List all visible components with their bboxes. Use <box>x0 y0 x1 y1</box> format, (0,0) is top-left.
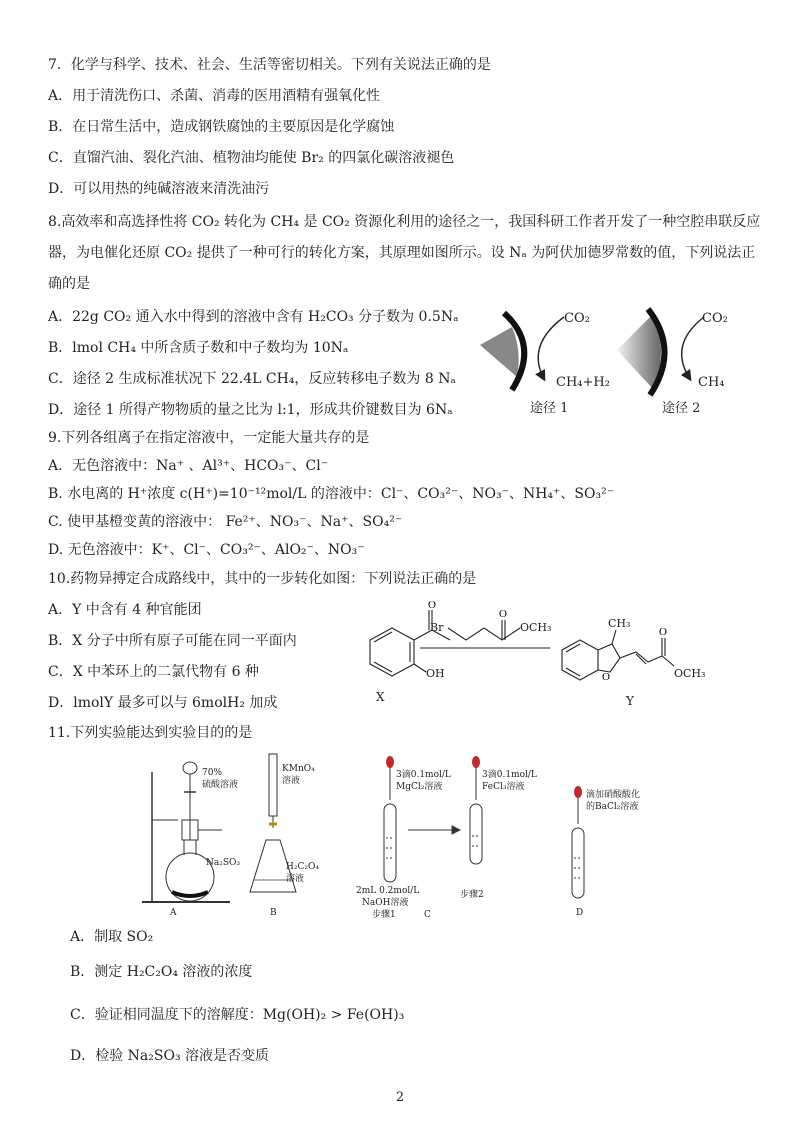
q9-option-a: A．无色溶液中：Na⁺ 、Al³⁺、HCO₃⁻、Cl⁻ <box>48 458 329 474</box>
c2-dropper-bulb <box>472 756 480 768</box>
a-label: A <box>170 908 177 918</box>
q10-stem: 10.药物异搏定合成路线中，其中的一步转化如图：下列说法正确的是 <box>48 571 477 587</box>
b-h2c2o4-solution: 溶液 <box>286 874 305 884</box>
c2-test-tube <box>470 804 482 864</box>
y-label: Y <box>626 694 634 708</box>
d-drop-line2: 的BaCl₂溶液 <box>586 802 639 812</box>
y-och3-label: OCH₃ <box>674 667 706 680</box>
reaction-scheme <box>340 600 720 715</box>
q8-stem-line1: 8.高效率和高选择性将 CO₂ 转化为 CH₄ 是 CO₂ 资源化利用的途径之一，我国科研工作者开发了一种空腔串联反应 <box>48 214 761 230</box>
reagent-chain <box>448 628 520 640</box>
q8-pathway-figure <box>472 305 762 415</box>
c1-drop-reagent: MgCl₂溶液 <box>396 782 443 792</box>
pathway1-product: CH₄+H₂ <box>556 375 610 390</box>
q7-stem: 7．化学与科学、技术、社会、生活等密切相关。下列有关说法正确的是 <box>48 57 491 73</box>
q8-stem-line3: 确的是 <box>48 276 90 292</box>
d-label: D <box>576 908 584 918</box>
q8-stem-line2: 器，为电催化还原 CO₂ 提供了一种可行的转化方案，其原理如图所示。设 Nₐ 为阿伏加德罗常数的值，下列说法正 <box>48 245 756 261</box>
q9-option-b: B. 水电离的 H⁺浓度 c(H⁺)=10⁻¹²mol/L 的溶液中：Cl⁻、CO₃²⁻、NO₃⁻、NH₄⁺、SO₃²⁻ <box>48 486 615 502</box>
d-drop-line1: 滴加硝酸酸化 <box>586 790 641 800</box>
c2-step-label: 步骤2 <box>460 890 484 900</box>
q11-stem: 11.下列实验能达到实验目的的是 <box>48 725 253 741</box>
q7-option-c: C．直馏汽油、裂化汽油、植物油均能使 Br₂ 的四氯化碳溶液褪色 <box>48 150 455 166</box>
q8-option-d: D．途径 1 所得产物物质的量之比为 l:1，形成共价键数目为 6Nₐ <box>48 402 453 418</box>
c2-drop-reagent: FeCl₃溶液 <box>482 782 525 792</box>
a-acid-conc: 70% <box>202 768 223 778</box>
y-ch3-label: CH₃ <box>608 617 631 630</box>
pathway1-catalyst <box>480 327 519 377</box>
q8-option-c: C．途径 2 生成标准状况下 22.4L CH₄，反应转移电子数为 8 Nₐ <box>48 371 456 387</box>
reagent-och3-label: OCH₃ <box>520 621 552 634</box>
x-benzene-ring <box>370 628 414 676</box>
reagent-br-label: Br <box>430 621 444 634</box>
y-carbonyl-o: O <box>659 626 667 638</box>
pathway2-arrow <box>682 317 704 379</box>
d-dropper-bulb <box>574 786 582 798</box>
x-carbonyl-o: O <box>428 600 436 611</box>
pathway1-label: 途径 1 <box>530 401 569 416</box>
q7-option-d: D．可以用热的纯碱溶液来清洗油污 <box>48 181 270 197</box>
q9-stem: 9.下列各组离子在指定溶液中，一定能大量共存的是 <box>48 430 370 446</box>
q8-option-a: A．22g CO₂ 通入水中得到的溶液中含有 H₂CO₃ 分子数为 0.5Nₐ <box>48 309 459 325</box>
pathway1-reactant: CO₂ <box>564 311 590 326</box>
q8-option-b: B．lmol CH₄ 中所含质子数和中子数均为 10Nₐ <box>48 340 349 356</box>
q11-option-d: D．检验 Na₂SO₃ 溶液是否变质 <box>70 1048 270 1064</box>
q11-option-b: B．测定 H₂C₂O₄ 溶液的浓度 <box>70 964 253 980</box>
q7-option-b: B．在日常生活中，造成钢铁腐蚀的主要原因是化学腐蚀 <box>48 119 395 135</box>
reagent-carbonyl-o: O <box>499 608 507 620</box>
b-h2c2o4-label: H₂C₂O₄ <box>286 862 319 872</box>
y-ring-o: O <box>602 671 610 683</box>
q7-option-a: A．用于清洗伤口、杀菌、消毒的医用酒精有强氧化性 <box>48 88 381 104</box>
x-label: X <box>376 690 385 704</box>
q11-option-c: C．验证相同温度下的溶解度：Mg(OH)₂ > Fe(OH)₃ <box>70 1007 405 1023</box>
pathway2-label: 途径 2 <box>662 401 701 416</box>
pathway2-reactant: CO₂ <box>702 311 728 326</box>
c1-dropper-bulb <box>386 756 394 768</box>
c1-solution-reagent: NaOH溶液 <box>362 898 409 908</box>
c-label: C <box>424 910 431 920</box>
q10-option-c: C．X 中苯环上的二氯代物有 6 种 <box>48 664 259 680</box>
page-number: 2 <box>395 1090 405 1105</box>
pathway1-arrow <box>538 317 564 379</box>
c1-drop-amount: 3滴0.1mol/L <box>396 770 451 780</box>
b-kmno4-label: KMnO₄ <box>282 764 315 774</box>
q10-reaction-figure <box>340 600 720 715</box>
q10-option-a: A．Y 中含有 4 种官能团 <box>48 602 202 618</box>
b-kmno4-solution: 溶液 <box>282 776 301 786</box>
c1-test-tube <box>384 804 396 882</box>
q11-option-a: A．制取 SO₂ <box>70 929 154 945</box>
c1-step-label: 步骤1 <box>372 910 396 920</box>
x-oh-label: OH <box>426 667 445 680</box>
pathway2-catalyst <box>617 313 661 390</box>
c2-drop-amount: 3滴0.1mol/L <box>482 770 537 780</box>
q10-option-d: D．lmolY 最多可以与 6molH₂ 加成 <box>48 695 278 711</box>
a-salt-label: Na₂SO₃ <box>206 858 241 868</box>
a-acid-label: 硫酸溶液 <box>202 780 239 790</box>
q11-apparatus-figure <box>130 752 641 924</box>
q10-option-b: B．X 分子中所有原子可能在同一平面内 <box>48 633 297 649</box>
a-separatory-funnel <box>183 762 197 774</box>
q9-option-c: C. 使甲基橙变黄的溶液中： Fe²⁺、NO₃⁻、Na⁺、SO₄²⁻ <box>48 514 403 530</box>
pathway2-product: CH₄ <box>698 375 725 390</box>
b-label: B <box>270 908 277 918</box>
d-test-tube <box>572 828 584 898</box>
b-burette <box>269 754 277 816</box>
q9-option-d: D. 无色溶液中：K⁺、Cl⁻、CO₃²⁻、AlO₂⁻、NO₃⁻ <box>48 542 365 558</box>
y-benzene-ring <box>562 640 598 680</box>
c1-solution-amount: 2mL 0.2mol/L <box>356 886 420 896</box>
